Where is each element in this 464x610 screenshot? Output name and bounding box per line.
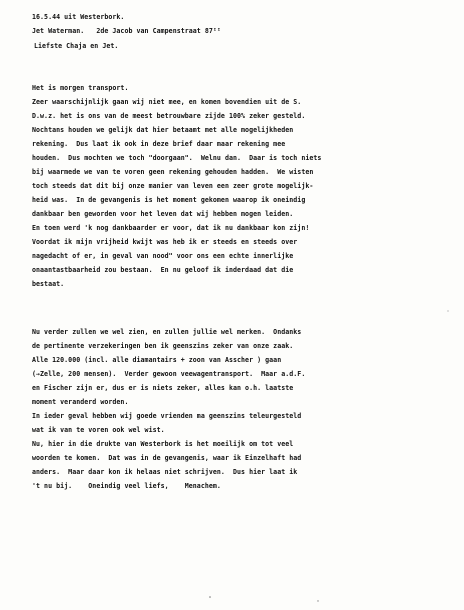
letter-line: toch steeds dat dit bij onze manier van leven een zeer grote mogelijk- — [32, 182, 314, 190]
scan-speck — [317, 600, 318, 601]
letter-line: Nu verder zullen we wel zien, en zullen jullie wel merken. Ondanks — [32, 328, 302, 336]
letter-line: woorden te komen. Dat was in de gevangenis, waar ik Einzelhaft had — [32, 454, 302, 462]
letter-line: nagedacht of er, in geval van nood" voor ons een echte innerlijke — [32, 252, 294, 260]
letter-line: rekening. Dus laat ik ook in deze brief daar maar rekening mee — [32, 140, 286, 148]
letter-line: Zeer waarschijnlijk gaan wij niet mee, en komen bovendien uit de S. — [32, 98, 302, 106]
letter-line: Alle 120.000 (incl. alle diamantairs + zoon van Asscher ) gaan — [32, 356, 282, 364]
letter-line: 't nu bij. Oneindig veel liefs, Menachem. — [32, 482, 221, 490]
letter-date-line: 16.5.44 uit Westerbork. — [32, 13, 125, 21]
letter-line: Voordat ik mijn vrijheid kwijt was heb ik er steeds en steeds over — [32, 238, 298, 246]
letter-line: moment veranderd worden. — [32, 398, 129, 406]
letter-line: bestaat. — [32, 280, 65, 288]
letter-line: Nochtans houden we gelijk dat hier betaamt met alle mogelijkheden — [32, 126, 294, 134]
letter-salutation: Liefste Chaja en Jet. — [34, 42, 119, 50]
letter-line: de pertinente verzekeringen ben ik geenszins zeker van onze zaak. — [32, 342, 294, 350]
letter-line: onaantastbaarheid zou bestaan. En nu geloof ik inderdaad dat die — [32, 266, 294, 274]
letter-line: D.w.z. het is ons van de meest betrouwbare zijde 100% zeker gesteld. — [32, 112, 306, 120]
letter-address-line: Jet Waterman. 2de Jacob van Campenstraat 87ᴵᴵ — [32, 27, 221, 35]
letter-line: wat ik van te voren ook wel wist. — [32, 426, 165, 434]
letter-line: Nu, hier in die drukte van Westerbork is het moeilijk om tot veel — [32, 440, 294, 448]
letter-line: bij waarmede we van te voren geen rekening gehouden hadden. We wisten — [32, 168, 314, 176]
letter-line: anders. Maar daar kon ik helaas niet schrijven. Dus hier laat ik — [32, 468, 298, 476]
scan-speck — [209, 596, 211, 598]
letter-line: Het is morgen transport. — [32, 84, 129, 92]
letter-line: (→Zelle, 200 mensen). Verder gewoon veewagentransport. Maar a.d.F. — [32, 370, 306, 378]
letter-line: En toen werd 'k nog dankbaarder er voor, dat ik nu dankbaar kon zijn! — [32, 224, 310, 232]
scan-speck — [447, 310, 448, 311]
letter-line: houden. Dus mochten we toch "doorgaan". Welnu dan. Daar is toch niets — [32, 154, 322, 162]
letter-line: dankbaar ben geworden voor het leven dat wij hebben mogen leiden. — [32, 210, 294, 218]
letter-line: In ieder geval hebben wij goede vrienden ma geenszins teleurgesteld — [32, 412, 302, 420]
letter-line: en Fischer zijn er, dus er is niets zeker, alles kan o.h. laatste — [32, 384, 294, 392]
letter-line: heid was. In de gevangenis is het moment gekomen waarop ik oneindig — [32, 196, 306, 204]
